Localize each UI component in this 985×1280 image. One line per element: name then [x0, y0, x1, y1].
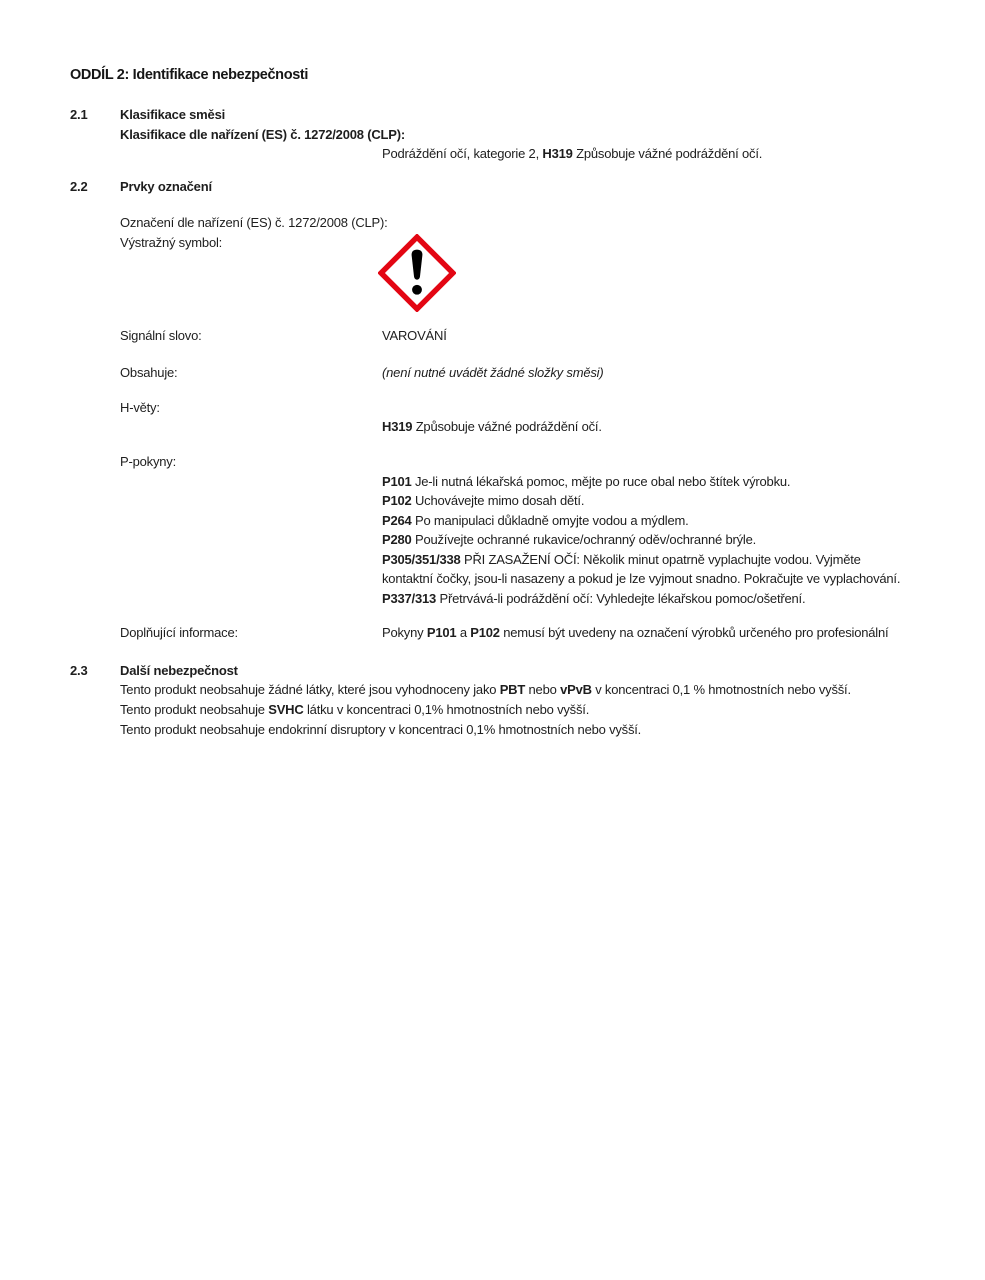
other-hazards-block	[120, 680, 960, 741]
pictogram-exclamation-dot	[412, 285, 422, 295]
signal-word-label: Signální slovo:	[120, 328, 202, 343]
p-statement-line: P280 Používejte ochranné rukavice/ochranný oděv/ochranné brýle.	[382, 532, 757, 548]
other-hazards-line: Tento produkt neobsahuje endokrinní disruptory v koncentraci 0,1% hmotnostních nebo vyšší.	[120, 722, 642, 738]
labelling-regulation-label: Označení dle nařízení (ES) č. 1272/2008 (CLP):	[120, 215, 388, 230]
hazard-symbol-label: Výstražný symbol:	[120, 234, 223, 250]
other-hazards-line: Tento produkt neobsahuje žádné látky, které jsou vyhodnoceny jako PBT nebo vPvB v koncentraci 0,1 % hmotnostních nebo vyšší.	[120, 681, 851, 697]
p-statement-line: P102 Uchovávejte mimo dosah dětí.	[382, 493, 585, 509]
additional-info-value: Pokyny P101 a P102 nemusí být uvedeny na označení výrobků určeného pro profesionální	[382, 625, 889, 640]
clause-2-3-number: 2.3	[70, 663, 88, 678]
h-statement-value: H319 Způsobuje vážné podráždění očí.	[382, 419, 602, 434]
p-statements-label: P-pokyny:	[120, 454, 177, 469]
classification-value: Podráždění očí, kategorie 2, H319 Způsobuje vážné podráždění očí.	[382, 146, 763, 161]
p-statement-line: kontaktní čočky, jsou-li nasazeny a pokud je lze vyjmout snadno. Pokračujte ve vyplachování.	[382, 571, 901, 587]
additional-info-label: Doplňující informace:	[120, 625, 238, 640]
h-statements-label: H-věty:	[120, 399, 160, 415]
p-statements-block	[382, 472, 962, 609]
clause-2-2-title: Prvky označení	[120, 179, 212, 194]
p-statement-line: P101 Je-li nutná lékařská pomoc, mějte po ruce obal nebo štítek výrobku.	[382, 473, 791, 489]
section-2-heading: ODDÍL 2: Identifikace nebezpečnosti	[70, 67, 309, 83]
other-hazards-line: Tento produkt neobsahuje SVHC látku v koncentraci 0,1% hmotnostních nebo vyšší.	[120, 701, 590, 717]
clause-2-1-number: 2.1	[70, 107, 88, 122]
clause-2-2-number: 2.2	[70, 179, 88, 194]
clause-2-1-title: Klasifikace směsi	[120, 107, 226, 122]
signal-word-value: VAROVÁNÍ	[382, 328, 447, 343]
classification-regulation-label: Klasifikace dle nařízení (ES) č. 1272/2008 (CLP):	[120, 126, 405, 142]
ghs07-exclamation-icon	[378, 234, 456, 312]
p-statement-line: P337/313 Přetrvává-li podráždění očí: Vyhledejte lékařskou pomoc/ošetření.	[382, 591, 806, 607]
p-statement-line: P305/351/338 PŘI ZASAŽENÍ OČÍ: Několik minut opatrně vyplachujte vodou. Vyjměte	[382, 551, 861, 567]
contains-label: Obsahuje:	[120, 364, 178, 380]
contains-value: (není nutné uvádět žádné složky směsi)	[382, 364, 604, 380]
p-statement-line: P264 Po manipulaci důkladně omyjte vodou a mýdlem.	[382, 512, 689, 528]
clause-2-3-title: Další nebezpečnost	[120, 663, 238, 678]
